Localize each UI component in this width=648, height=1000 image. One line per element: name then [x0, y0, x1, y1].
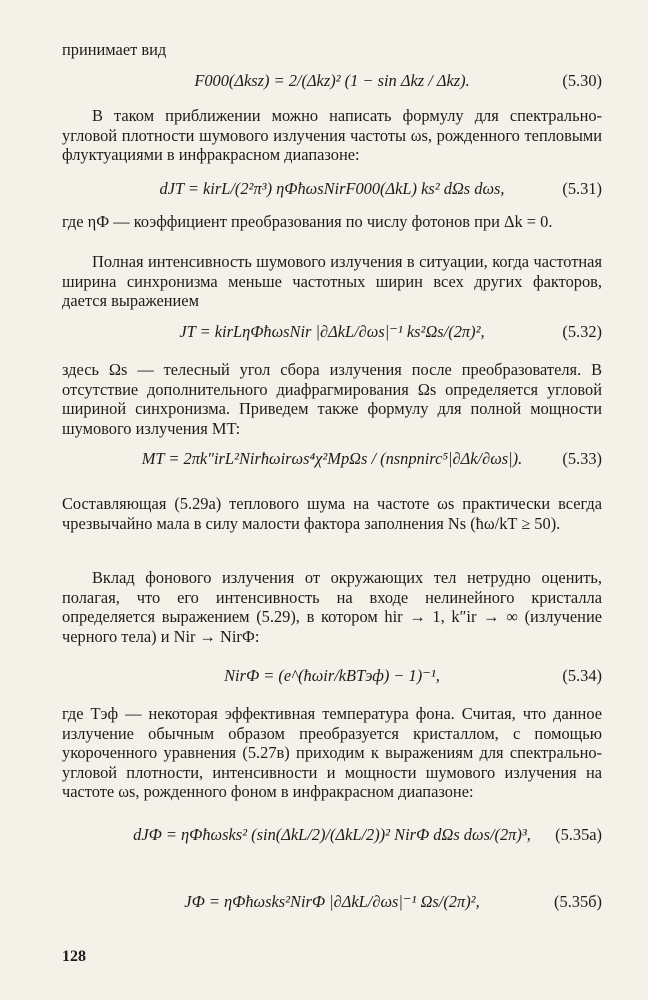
paragraph-1: В таком приближении можно написать формулу для спектрально-угловой плотности шумового излучения частоты ωs, рожденного тепловыми флуктуациями в инфракрасном диапазоне:: [62, 106, 602, 165]
paragraph-7: где Tэф — некоторая эффективная температура фона. Считая, что данное излучение обычным образом преобразуется кристаллом, с помощью укороченного уравнения (5.27в) приходим к выражениям для спектрально-угловой плотности, интенсивности и мощности шумового излучения на частоте ωs, рожденного фоном в инфракрасном диапазоне:: [62, 704, 602, 802]
equation-5-32: [62, 310, 602, 354]
equation-number: (5.30): [562, 71, 602, 90]
equation-number: (5.35а): [555, 825, 602, 844]
equation-body: F000(Δksz) = 2/(Δkz)² (1 − sin Δkz / Δkz).: [194, 71, 470, 90]
equation-5-30: [62, 64, 602, 98]
page-number: 128: [62, 948, 86, 965]
equation-5-35b: [62, 880, 602, 924]
paragraph-2: где ηФ — коэффициент преобразования по числу фотонов при Δk = 0.: [62, 212, 553, 231]
paragraph-4: здесь Ωs — телесный угол сбора излучения после преобразователя. В отсутствие дополнительного диафрагмирования Ωs определяется угловой шириной синхронизма. Приведем также формулу для полной мощности шумового излучения MT:: [62, 360, 602, 438]
equation-number: (5.33): [562, 449, 602, 468]
equation-number: (5.35б): [554, 892, 602, 911]
equation-body: JT = kirLηФħωsNir |∂ΔkL/∂ωs|⁻¹ ks²Ωs/(2π)²,: [179, 322, 485, 341]
equation-number: (5.31): [562, 179, 602, 198]
equation-body: MT = 2πk″irL²Nirħωirωs⁴χ²MpΩs / (nsnpnirc⁵|∂Δk/∂ωs|).: [141, 449, 523, 468]
paragraph-6: Вклад фонового излучения от окружающих тел нетрудно оценить, полагая, что его интенсивность на входе нелинейного кристалла определяется выражением (5.29), в котором hir → 1, k″ir → ∞ (излучение черного тела) и Nir → NirФ:: [62, 568, 602, 646]
equation-5-34: [62, 652, 602, 700]
equation-5-31: [62, 168, 602, 210]
equation-body: dJФ = ηФħωsks² (sin(ΔkL/2)/(ΔkL/2))² NirФ dΩs dωs/(2π)³,: [133, 825, 531, 844]
equation-body: dJT = kirL/(2²π³) ηФħωsNirF000(ΔkL) ks² dΩs dωs,: [159, 179, 505, 198]
paragraph-lead: принимает вид: [62, 40, 167, 59]
equation-number: (5.34): [562, 666, 602, 685]
equation-5-33: [62, 430, 602, 488]
equation-body: NirФ = (e^(ħωir/kBTэф) − 1)⁻¹,: [224, 666, 440, 685]
paragraph-5: Составляющая (5.29а) теплового шума на частоте ωs практически всегда чрезвычайно мала в силу малости фактора заполнения Ns (ħω/kT ≥ 50).: [62, 494, 602, 533]
equation-body: JФ = ηФħωsks²NirФ |∂ΔkL/∂ωs|⁻¹ Ωs/(2π)²,: [184, 892, 480, 911]
paragraph-3: Полная интенсивность шумового излучения в ситуации, когда частотная ширина синхронизма меньше частотных ширин всех других факторов, дается выражением: [62, 252, 602, 311]
equation-5-35a: [62, 804, 602, 866]
equation-number: (5.32): [562, 322, 602, 341]
